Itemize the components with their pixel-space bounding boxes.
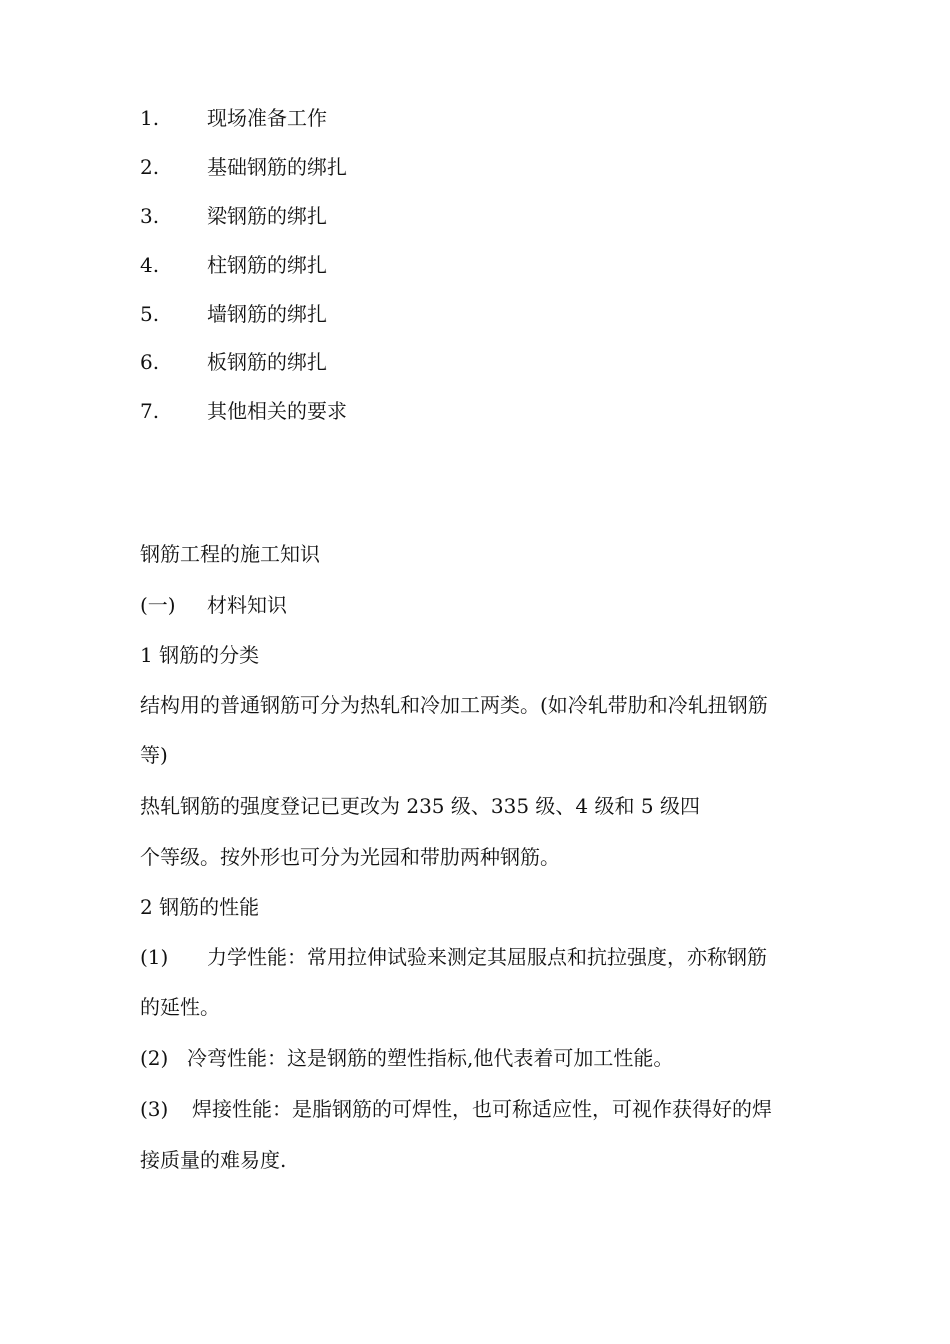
toc-item-number: 3. <box>140 204 160 228</box>
list-item-number: (1) <box>140 945 169 969</box>
toc-item-number: 1. <box>140 106 160 130</box>
toc-item-number: 2. <box>140 155 160 179</box>
toc-item-text: 基础钢筋的绑扎 <box>207 155 347 179</box>
toc-item <box>140 399 347 423</box>
toc-item <box>140 350 327 374</box>
paragraph-line: 热轧钢筋的强度登记已更改为 235 级、335 级、4 级和 5 级四 <box>140 794 700 818</box>
toc-item-text: 板钢筋的绑扎 <box>207 350 327 374</box>
list-item <box>140 945 767 969</box>
paragraph-line: 个等级。按外形也可分为光园和带肋两种钢筋。 <box>140 845 560 869</box>
toc-item <box>140 155 347 179</box>
list-item <box>140 1046 673 1070</box>
list-item-number: (3) <box>140 1097 169 1121</box>
toc-item <box>140 106 327 130</box>
paragraph-line: 等) <box>140 743 168 767</box>
list-item <box>140 1097 772 1121</box>
list-item-text: 力学性能：常用拉伸试验来测定其屈服点和抗拉强度，亦称钢筋 <box>207 945 767 969</box>
toc-item-text: 现场准备工作 <box>207 106 327 130</box>
subsection-number: (一) <box>140 593 176 617</box>
toc-item-text: 梁钢筋的绑扎 <box>207 204 327 228</box>
list-item-number: (2) <box>140 1046 169 1070</box>
toc-item-number: 5. <box>140 302 160 326</box>
toc-item-number: 7. <box>140 399 160 423</box>
paragraph-line: 接质量的难易度. <box>140 1148 287 1172</box>
subsection-heading <box>140 593 287 617</box>
toc-item-text: 柱钢筋的绑扎 <box>207 253 327 277</box>
toc-item <box>140 302 327 326</box>
toc-item-number: 4. <box>140 253 160 277</box>
toc-item <box>140 204 327 228</box>
paragraph-line: 结构用的普通钢筋可分为热轧和冷加工两类。(如冷轧带肋和冷轧扭钢筋 <box>140 693 768 717</box>
list-item-text: 焊接性能：是脂钢筋的可焊性，也可称适应性，可视作获得好的焊 <box>192 1097 772 1121</box>
toc-item <box>140 253 327 277</box>
heading-properties: 2 钢筋的性能 <box>140 895 260 919</box>
toc-item-text: 墙钢筋的绑扎 <box>207 302 327 326</box>
toc-item-text: 其他相关的要求 <box>207 399 347 423</box>
section-title: 钢筋工程的施工知识 <box>140 542 320 566</box>
list-item-text: 冷弯性能：这是钢筋的塑性指标,他代表着可加工性能。 <box>187 1046 674 1070</box>
toc-item-number: 6. <box>140 350 160 374</box>
heading-classification: 1 钢筋的分类 <box>140 643 260 667</box>
subsection-text: 材料知识 <box>207 593 287 617</box>
paragraph-line: 的延性。 <box>140 995 220 1019</box>
